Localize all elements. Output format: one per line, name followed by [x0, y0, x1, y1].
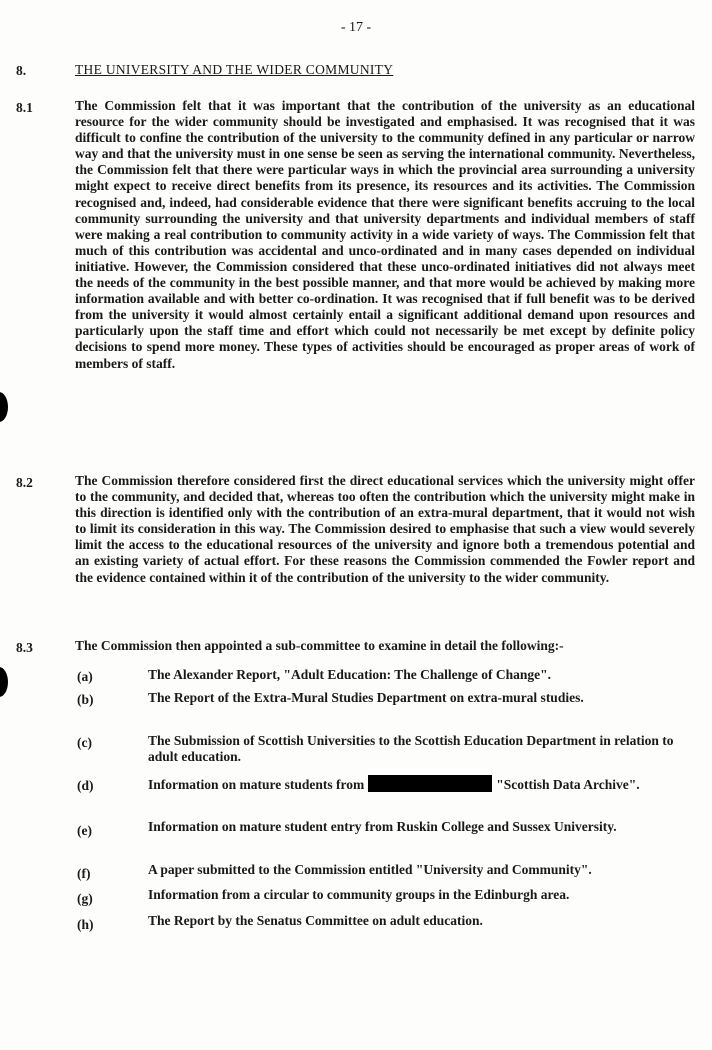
paragraph-text: The Commission felt that it was important that the contribution of the university as an educational resource for the wider community should be investigated and emphasised. It was recognised that it was difficult to confine the contribution of the university to the community defined in any particular or narrow way and that the university must in one sense be seen as serving the international community. Nevertheless, the Commission felt that there were particular ways in which the provincial area surrounding a university might expect to receive direct benefits from its presence, its resources and its activities. The Commission recognised and, indeed, had considerable evidence that there were significant benefits accruing to the local community surrounding the university and that university departments and individual members of staff were making a real contribution to community activity in a wide variety of ways. The Commission felt that much of this contribution was accidental and unco-ordinated and in many cases depended on individual initiative. However, the Commission considered that these unco-ordinated initiatives did not always meet the needs of the community in the best possible manner, and that more would be achieved by making more information available and with better co-ordination. It was recognised that if full benefit was to be derived from the university it would almost certainly entail a significant additional demand upon resources and particularly upon the staff time and effort which could not necessarily be met except by definite policy decisions to spend more money. These types of activities should be encouraged as proper areas of work of members of staff.	[75, 98, 695, 371]
paragraph-number: 8.3	[16, 640, 33, 655]
punch-hole-bottom	[0, 667, 8, 697]
paragraph-number: 8.1	[16, 100, 33, 115]
paragraph-text: The Commission then appointed a sub-committee to examine in detail the following:-	[75, 638, 564, 653]
list-item-text-start: Information on mature students from	[148, 777, 365, 792]
paragraph-text: The Commission therefore considered first the direct educational services which the university might offer to the community, and decided that, whereas too often the contribution which the university might make in this direction is identified only with the contribution of an extra-mural department, that it would not wish to limit its consideration in this way. The Commission desired to emphasise that such a view would severely limit the access to the educational resources of the university and ignore both a tremendous potential and an existing variety of actual effort. For these reasons the Commission commended the Fowler report and the evidence contained within it of the contribution of the university to the wider community.	[75, 473, 695, 585]
list-item-text: The Report of the Extra-Mural Studies Department on extra-mural studies.	[148, 690, 584, 705]
list-item-label: (c)	[77, 735, 92, 750]
list-item-text: The Alexander Report, "Adult Education: The Challenge of Change".	[148, 667, 552, 682]
section-number: 8.	[16, 63, 27, 78]
section-title: THE UNIVERSITY AND THE WIDER COMMUNITY	[75, 62, 394, 77]
redaction-bar	[368, 775, 492, 792]
list-item-label: (e)	[77, 823, 92, 838]
list-item-label: (d)	[77, 778, 94, 793]
list-item-text-end: "Scottish Data Archive".	[496, 777, 640, 792]
list-item-text: Information from a circular to community groups in the Edinburgh area.	[148, 887, 570, 902]
list-item-label: (b)	[77, 692, 94, 707]
paragraph-number: 8.2	[16, 475, 33, 490]
list-item-label: (f)	[77, 866, 91, 881]
list-item-label: (g)	[77, 891, 93, 906]
list-item-text: The Report by the Senatus Committee on adult education.	[148, 913, 483, 928]
punch-hole-top	[0, 392, 8, 422]
list-item-label: (h)	[77, 917, 94, 932]
list-item-text: A paper submitted to the Commission entitled "University and Community".	[148, 862, 592, 877]
list-item-text: Information on mature student entry from Ruskin College and Sussex University.	[148, 819, 617, 834]
page-number: - 17 -	[340, 20, 372, 35]
list-item-text	[148, 775, 688, 793]
list-item-text: The Submission of Scottish Universities to the Scottish Education Department in relation to adult education.	[148, 733, 674, 765]
list-item-label: (a)	[77, 669, 93, 684]
